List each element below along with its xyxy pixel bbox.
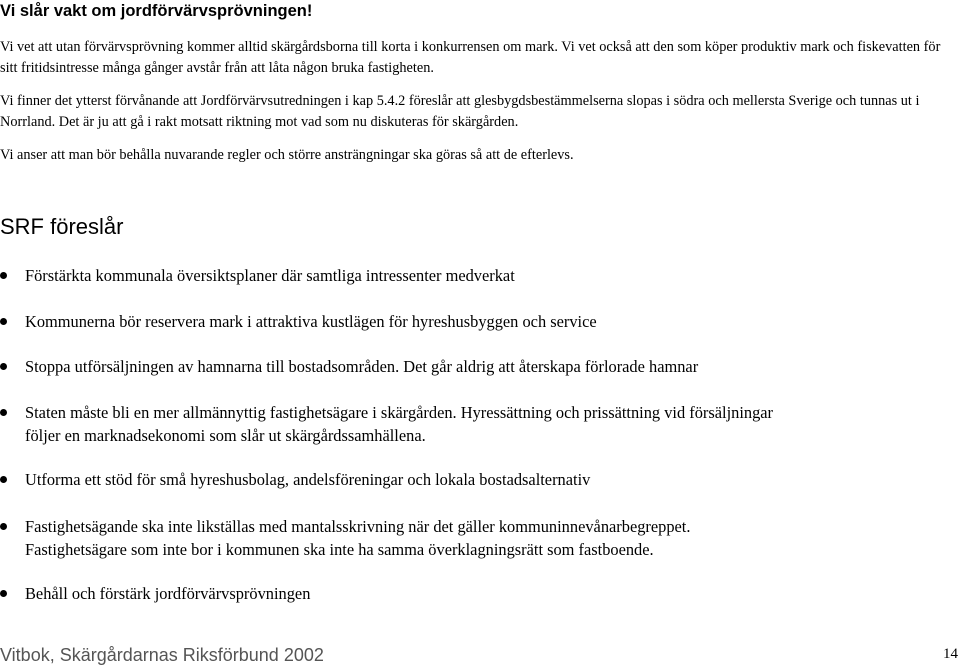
srf-proposals-heading: SRF föreslår xyxy=(0,214,124,239)
proposal-item xyxy=(0,401,960,447)
bullet-icon xyxy=(0,476,7,483)
proposal-item xyxy=(0,582,960,605)
section-heading: Vi slår vakt om jordförvärvsprövningen! xyxy=(0,2,313,20)
proposal-text: Förstärkta kommunala översiktsplaner där samtliga intressenter medverkat xyxy=(25,266,515,285)
bullet-icon xyxy=(0,363,7,370)
bullet-icon xyxy=(0,318,7,325)
proposal-text: Staten måste bli en mer allmännyttig fastighetsägare i skärgården. Hyressättning och prissättning vid försäljningar xyxy=(25,403,774,422)
proposal-text: Kommunerna bör reservera mark i attraktiva kustlägen för hyreshusbyggen och service xyxy=(25,312,597,331)
proposal-text: Stoppa utförsäljningen av hamnarna till bostadsområden. Det går aldrig att återskapa förlorade hamnar xyxy=(25,357,699,376)
bullet-icon xyxy=(0,590,7,597)
proposal-item xyxy=(0,515,960,561)
proposal-text: Utforma ett stöd för små hyreshusbolag, andelsföreningar och lokala bostadsalternativ xyxy=(25,470,591,489)
proposal-item xyxy=(0,264,960,287)
proposal-text-continuation: följer en marknadsekonomi som slår ut skärgårdssamhällena. xyxy=(25,426,426,445)
proposal-text-continuation: Fastighetsägare som inte bor i kommunen ska inte ha samma överklagningsrätt som fastboende. xyxy=(25,540,654,559)
proposal-text: Fastighetsägande ska inte likställas med mantalsskrivning när det gäller kommuninnevånarbegreppet. xyxy=(25,517,691,536)
paragraph: Vi vet att utan förvärvsprövning kommer alltid skärgårdsborna till korta i konkurrensen om mark. Vi vet också att den som köper produktiv mark och fiskevatten för sitt fritidsintresse många gånger avstår från att låta någon bruka fastigheten. xyxy=(0,39,941,76)
bullet-icon xyxy=(0,272,7,279)
bullet-icon xyxy=(0,409,7,416)
paragraph: Vi finner det ytterst förvånande att Jordförvärvsutredningen i kap 5.4.2 föreslår att glesbygdsbestämmelserna slopas i södra och mellersta Sverige och tunnas ut i Norrland. Det är ju att gå i rakt motsatt riktning mot vad som nu diskuteras för skärgården. xyxy=(0,93,920,130)
document-footer: Vitbok, Skärgårdarnas Riksförbund 2002 xyxy=(0,645,324,665)
paragraph: Vi anser att man bör behålla nuvarande regler och större ansträngningar ska göras så att de efterlevs. xyxy=(0,147,574,163)
page-number: 14 xyxy=(943,646,958,662)
proposal-item xyxy=(0,310,960,333)
proposal-item xyxy=(0,355,960,378)
proposal-item xyxy=(0,468,960,491)
proposal-text: Behåll och förstärk jordförvärvsprövningen xyxy=(25,584,311,603)
bullet-icon xyxy=(0,523,7,530)
